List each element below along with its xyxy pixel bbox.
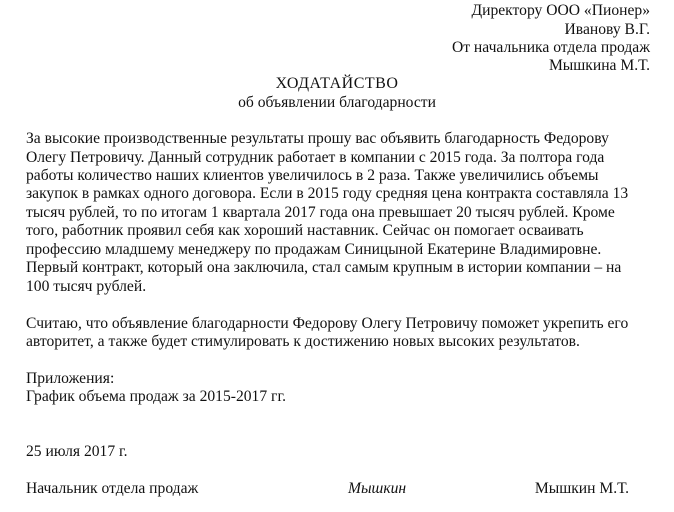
paragraph-1-line: профессию младшему менеджеру по продажам Синицыной Екатерине Владимировне.: [26, 241, 602, 258]
paragraph-1-line: Олегу Петровичу. Данный сотрудник работает в компании с 2015 года. За полтора года: [26, 149, 605, 166]
sender-line-2: Мышкина М.Т.: [548, 57, 650, 74]
paragraph-1-line: закупок в рамках одного договора. Если в 2015 году средняя цена контракта составляла 13: [26, 185, 629, 202]
paragraph-1-line: тысяч рублей, то по итогам 1 квартала 2017 года она превышает 20 тысяч рублей. Кроме: [26, 204, 615, 221]
document-date: 25 июля 2017 г.: [26, 443, 128, 460]
attachment-item: График объема продаж за 2015-2017 гг.: [26, 388, 286, 405]
document-subtitle: об объявлении благодарности: [238, 94, 436, 111]
signer-name: Мышкин М.Т.: [534, 480, 629, 497]
paragraph-1-line: работы количество наших клиентов увеличилось в 2 раза. Также увеличились объемы: [26, 167, 599, 184]
document-title: ХОДАТАЙСТВО: [275, 75, 399, 92]
attachments-label: Приложения:: [26, 370, 115, 387]
addressee-line-2: Иванову В.Г.: [564, 21, 650, 38]
signer-position: Начальник отдела продаж: [26, 480, 199, 497]
paragraph-1-line: того, работник проявил себя как хороший наставник. Сейчас он помогает осваивать: [26, 222, 584, 239]
handwritten-signature: Мышкин: [348, 480, 407, 497]
paragraph-1-line: 100 тысяч рублей.: [26, 278, 147, 295]
paragraph-2-line: Считаю, что объявление благодарности Федорову Олегу Петровичу поможет укрепить его: [26, 315, 629, 332]
paragraph-1-line: Первый контракт, который она заключила, стал самым крупным в истории компании – на: [26, 259, 622, 276]
paragraph-1-line: За высокие производственные результаты прошу вас объявить благодарность Федорову: [26, 130, 609, 147]
addressee-line-1: Директору ООО «Пионер»: [471, 2, 650, 19]
sender-line-1: От начальника отдела продаж: [451, 39, 650, 56]
paragraph-2-line: авторитет, а также будет стимулировать к достижению новых высоких результатов.: [26, 333, 580, 350]
